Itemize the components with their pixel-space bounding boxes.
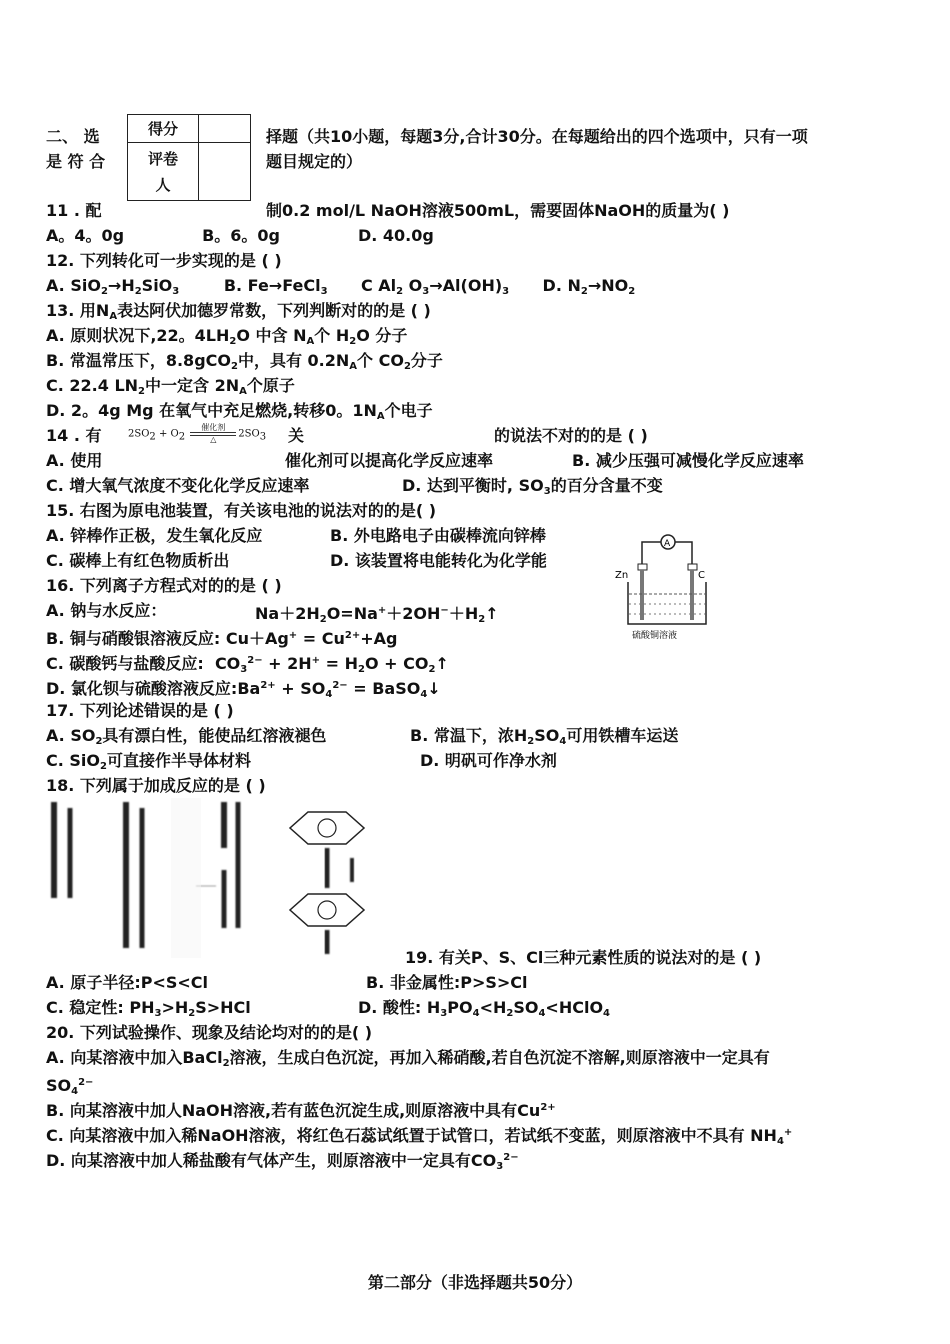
q17-option-a: A. $SO_2$具有漂白性，能使品红溶液褪色 (46, 726, 327, 747)
q19-option-b: B. 非金属性:P>S>Cl (366, 973, 528, 992)
q14-option-c: C. 增大氧气浓度不变化化学反应速率 (46, 476, 310, 495)
q14-stem-c: 的说法不对的的是 ( ) (494, 426, 648, 445)
galvanic-cell-figure (612, 520, 712, 645)
q19-option-d: D. 酸性: $H_3PO_4<H_2SO_4<HClO_4$ (358, 998, 611, 1019)
q13-option-b: B. 常温常压下，8.8gCO$_2$中，具有 $0.2N_A$个 $CO_2$分子 (46, 351, 443, 372)
carbon-rod (690, 570, 694, 620)
q13-stem: 13. 用$N_A$表达阿伏加德罗常数，下列判断对的的是 ( ) (46, 301, 431, 322)
q11-stem-b: 制0.2 mol/L NaOH溶液500mL，需要固体NaOH的质量为( ) (266, 201, 730, 220)
q16-option-a-eq: $Na+2H_2O=Na^++2OH^-+H_2↑$ (255, 604, 499, 625)
q17-stem: 17. 下列论述错误的是 ( ) (46, 701, 234, 720)
q20-stem: 20. 下列试验操作、现象及结论均对的的是( ) (46, 1023, 373, 1042)
q15-option-b: B. 外电路电子由碳棒流向锌棒 (330, 526, 546, 545)
q14-stem-b: 关 (288, 426, 305, 445)
section-title-part1: 二、 选 (46, 127, 100, 146)
q16-option-b: B. 铜与硝酸银溶液反应: $Cu+Ag^+ = Cu^{2+}+Ag$ (46, 629, 398, 648)
svg-text:Zn: Zn (615, 570, 629, 581)
section-title-part3: 是 符 合 (46, 152, 106, 171)
q18-options-scanned-image (46, 798, 406, 958)
q14-option-a2: 催化剂可以提高化学反应速率 (285, 451, 494, 470)
q19-option-c: C. 稳定性: $PH_3>H_2S>HCl$ (46, 998, 251, 1019)
score-cell[interactable] (199, 115, 251, 143)
q16-option-c: C. 碳酸钙与盐酸反应: $CO_3^{2-} + 2H^+ = H_2O$ + $CO_2↑$ (46, 654, 449, 675)
q15-option-a: A. 锌棒作正极，发生氧化反应 (46, 526, 263, 545)
q20-option-a: A. 向某溶液中加入BaCl$_2$溶液，生成白色沉淀，再加入稀硝酸,若自色沉淀不溶解,则原溶液中一定具有 (46, 1048, 770, 1069)
q13-option-c: C. 22.4 $LN_2$中一定含 $2N_A$个原子 (46, 376, 295, 397)
grader-cell[interactable] (199, 143, 251, 201)
score-label: 得分 (128, 115, 199, 143)
q14-option-d: D. 达到平衡时, $SO_3$的百分含量不变 (402, 476, 663, 497)
svg-text:C: C (698, 570, 705, 581)
q19-option-a: A. 原子半径:P<S<Cl (46, 973, 209, 992)
q11-stem-a: 11 . 配 (46, 201, 102, 220)
part-two-heading: 第二部分（非选择题共50分） (367, 1273, 583, 1292)
beaker (628, 582, 706, 624)
q15-stem: 15. 右图为原电池装置，有关该电池的说法对的的是( ) (46, 501, 437, 520)
q12-options: A. $SiO_2\to H_2SiO_3$ B. Fe→FeCl$_3$ C $Al_2$ $O_3\to Al(OH)_3$ D. $N_2\to NO_2$ (46, 276, 636, 297)
q16-stem: 16. 下列离子方程式对的的是 ( ) (46, 576, 282, 595)
q13-option-d: D. 2。4g Mg 在氧气中充足燃烧,转移0。$1N_A$个电子 (46, 401, 433, 422)
q14-stem-a: 14 . 有 (46, 426, 102, 445)
q11-options: A。4。0g B。6。0g D. 40.0g (46, 226, 434, 245)
svg-text:硫酸铜溶液: 硫酸铜溶液 (632, 631, 678, 641)
q17-option-c: C. SiO$_2$可直接作半导体材料 (46, 751, 251, 772)
q20-option-b: B. 向某溶液中加人NaOH溶液,若有蓝色沉淀生成,则原溶液中具有$Cu^{2+}$ (46, 1101, 556, 1120)
q20-option-d: D. 向某溶液中加人稀盐酸有气体产生，则原溶液中一定具有$CO_3^{2-}$ (46, 1151, 519, 1172)
q20-option-c: C. 向某溶液中加入稀NaOH溶液，将红色石蕊试纸置于试管口，若试纸不变蓝，则原溶液中不具有 $NH_4^+$ (46, 1126, 793, 1147)
q13-option-a: A. 原则状况下,22。$4LH_2O$ 中含 $N_A$个 $H_2O$ 分子 (46, 326, 408, 347)
section-title-part2: 择题（共10小题，每题3分,合计30分。在每题给出的四个选项中，只有一项 (266, 127, 808, 146)
benzene-ring-icon (290, 812, 364, 844)
q18-stem: 18. 下列属于加成反应的是 ( ) (46, 776, 266, 795)
zinc-rod (640, 570, 644, 620)
q17-option-b: B. 常温下，浓$H_2SO_4$可用铁槽车运送 (410, 726, 679, 747)
q14-option-b: B. 减少压强可减慢化学反应速率 (572, 451, 804, 470)
q15-option-d: D. 该装置将电能转化为化学能 (330, 551, 547, 570)
grader-label: 评卷 人 (128, 143, 199, 201)
q14-option-a1: A. 使用 (46, 451, 103, 470)
section-title-part4: 题目规定的） (266, 152, 363, 171)
q19-stem: 19. 有关P、S、Cl三种元素性质的说法对的是 ( ) (405, 948, 762, 967)
q12-stem: 12. 下列转化可一步实现的是 ( ) (46, 251, 282, 270)
q16-option-d: D. 氯化钡与硫酸溶液反应$:Ba^{2+} + SO_4^{2-}$ = BaSO$_4$↓ (46, 679, 441, 700)
q14-equation: $2SO_2 + O_2$ 催化剂 △ $2SO_3$ (128, 423, 267, 444)
benzene-ring-icon (290, 894, 364, 926)
score-table (127, 114, 251, 201)
q16-option-a: A. 钠与水反应： (46, 601, 167, 620)
svg-text:A: A (664, 539, 671, 549)
q20-option-a-cont: $SO_4^{2-}$ (46, 1076, 94, 1097)
q15-option-c: C. 碳棒上有红色物质析出 (46, 551, 230, 570)
q17-option-d: D. 明矾可作净水剂 (420, 751, 557, 770)
